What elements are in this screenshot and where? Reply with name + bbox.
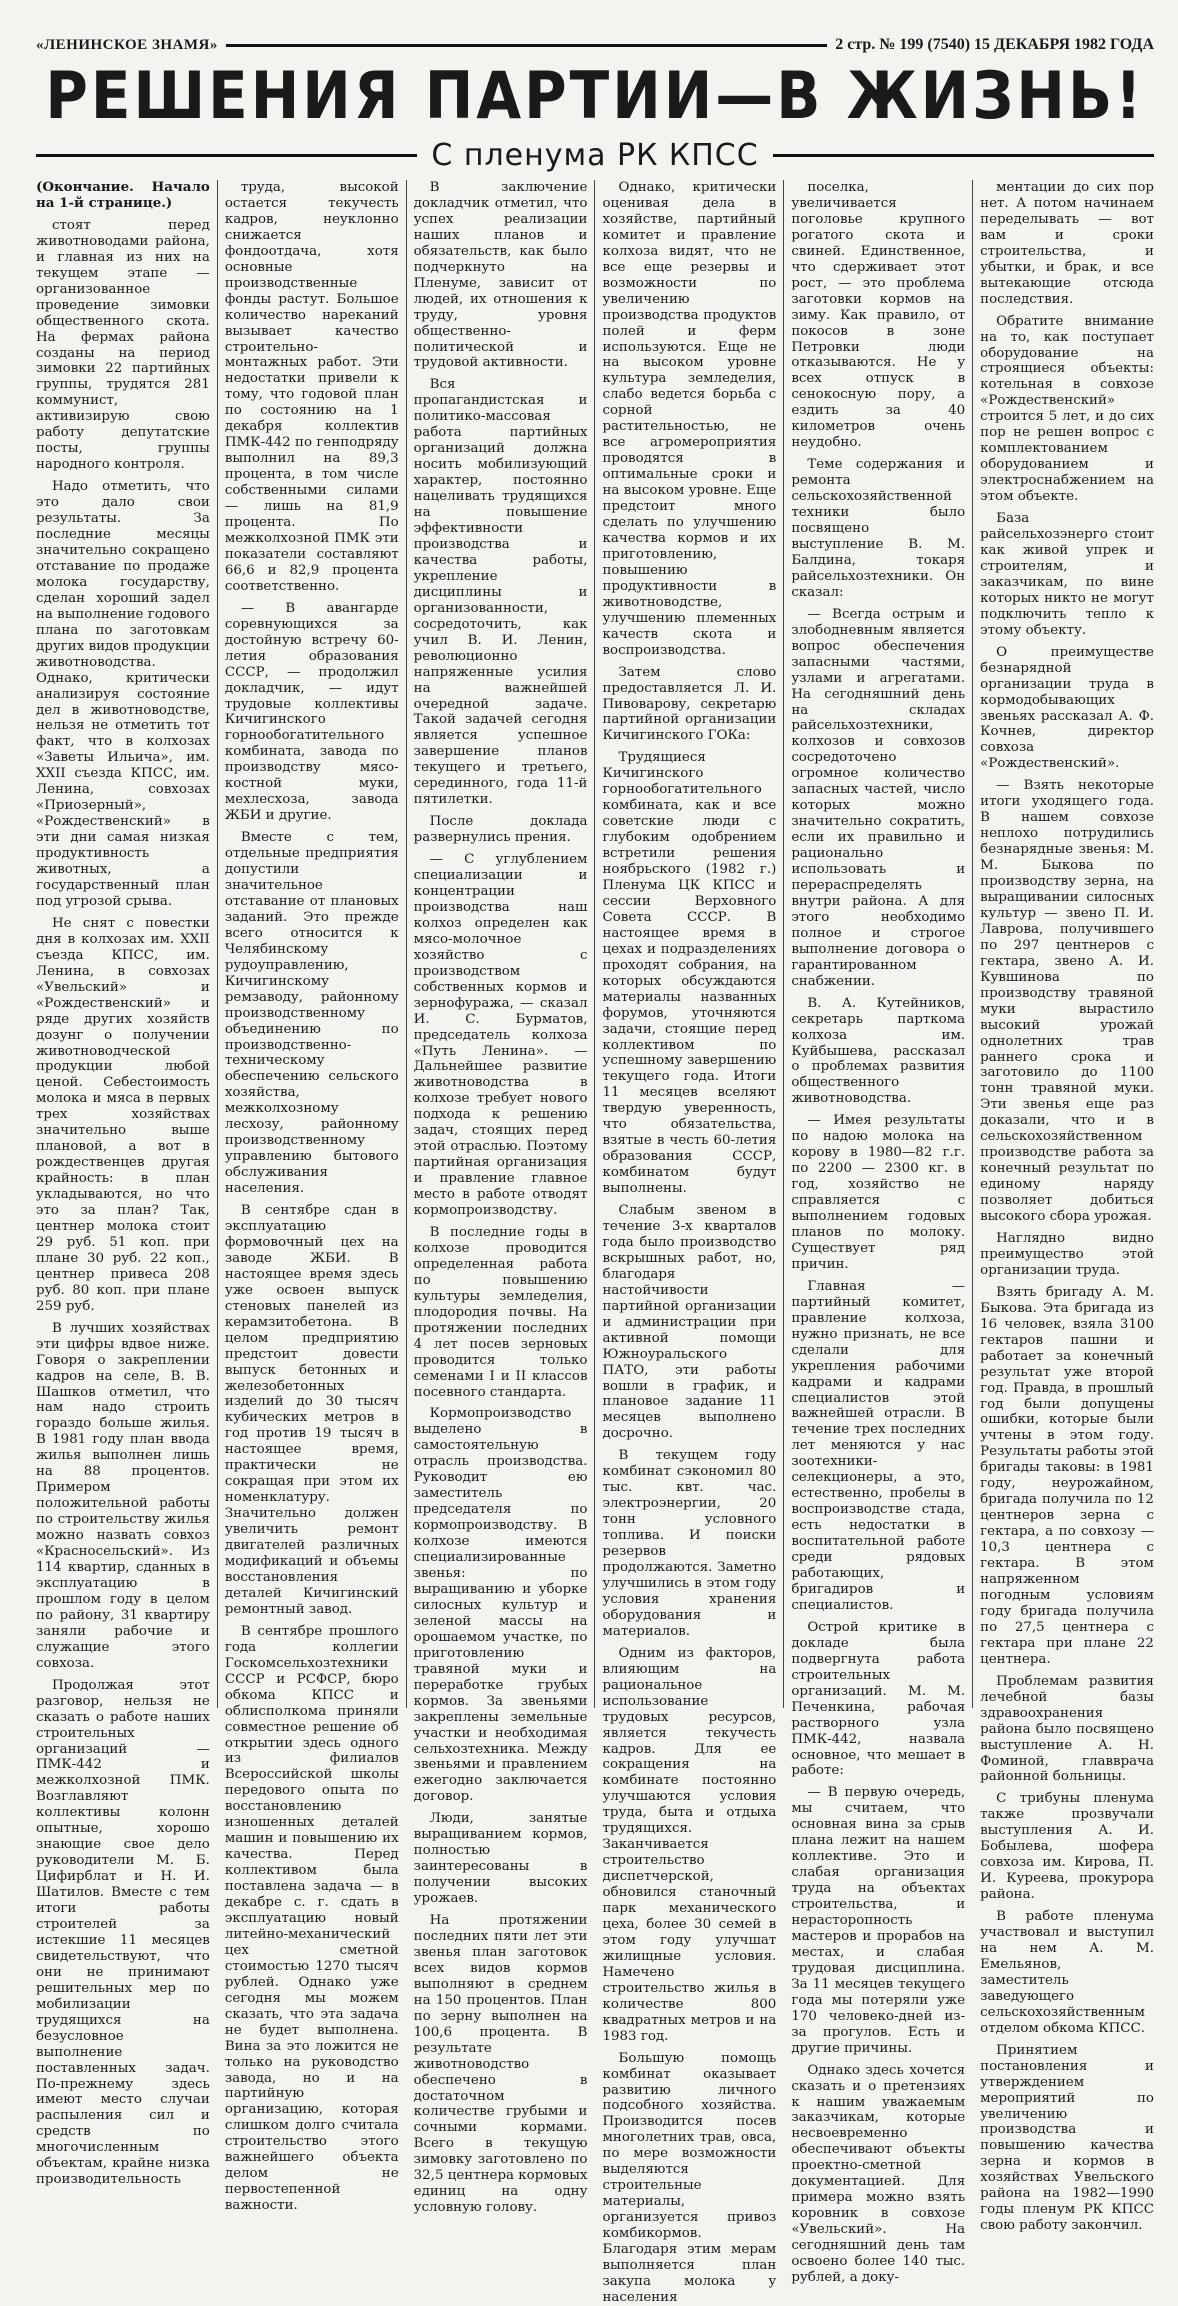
article-paragraph: Одним из факторов, влияющим на рациональное использование трудовых ресурсов, является текучесть кадров. Для ее сокращения на комбинате постоянно улучшаются условия труда, быта и отдыха трудящихся. Заканчивается строительство диспетчерской, обновился станочный парк механического цеха, более 30 семей в этом году улучшат жилищные условия. Намечено строительство жилья в количестве 800 квадратных метров и на 1983 год. bbox=[602, 1645, 777, 2044]
subhead-rule-left bbox=[36, 154, 417, 157]
article-paragraph: В сентябре прошлого года коллегии Госкомсельхозтехники СССР и РСФСР, бюро обкома КПСС и облисполкома приняли совместное решение об открытии здесь одного из филиалов Всероссийской школы передового опыта по восстановлению изношенных деталей машин и повышению их качества. Перед коллективом была поставлена задача — в декабре с. г. сдать в эксплуатацию новый литейно-механический цех сметной стоимостью 1270 тысяч рублей. Однако уже сегодня мы можем сказать, что эта задача не будет выполнена. Вина за это ложится не только на руководство завода, но и на партийную организацию, которая слишком долго считала строительство этого важнейшего объекта делом не первостепенной важности. bbox=[224, 1623, 399, 2214]
headline: РЕШЕНИЯ ПАРТИИ—В ЖИЗНЬ! bbox=[45, 57, 1145, 134]
article-paragraph: ментации до сих пор нет. А потом начинаем переделывать — вот вам и сроки строительства, и убытки, и брак, и все вытекающие отсюда последствия. bbox=[980, 180, 1154, 307]
article-paragraph: стоят перед животноводами района, и главная из них на текущем этапе — организованное проведение зимовки общественного скота. На фермах района созданы на период зимовки 22 партийных группы, трудятся 281 коммунист, активизирую свою работу депутатские посты, группы народного контроля. bbox=[36, 217, 210, 473]
article-paragraph: База райсельхозэнерго стоит как живой упрек и строителям, и заказчикам, по вине которых никто не могут подключить тепло к этому объекту. bbox=[980, 511, 1154, 638]
article-paragraph: Обратите внимание на то, как поступает оборудование на строящиеся объекты: котельная в совхозе «Рождественский» строится 5 лет, и до сих пор не решен вопрос с комплектованием оборудованием и электроснабжением на этом объекте. bbox=[980, 313, 1154, 505]
article-paragraph: О преимуществе безнарядной организации труда в кормодобывающих звеньях рассказал А. Ф. Кочнев, директор совхоза «Рождественский». bbox=[980, 644, 1154, 772]
article-paragraph: Надо отметить, что это дало свои результаты. За последние месяцы значительно сокращено отставание по продаже молока государству, сделан хороший задел на выполнение годового плана по заготовкам других видов продукции животноводства. Однако, критически анализируя состояние дел в животноводстве, нельзя не отметить тот факт, что в колхозах «Заветы Ильича», им. XXII съезда КПСС, им. Ленина, совхозах «Приозерный», «Рождественский» в эти дни самая низкая продуктивность животных, а государственный план под угрозой срыва. bbox=[36, 479, 210, 909]
article-paragraph: После доклада развернулись прения. bbox=[413, 814, 588, 846]
issue-info: 2 стр. № 199 (7540) 15 ДЕКАБРЯ 1982 ГОДА bbox=[835, 36, 1154, 53]
article-paragraph: Наглядно видно преимущество этой организации труда. bbox=[980, 1231, 1154, 1278]
article-column-4 bbox=[594, 180, 783, 2305]
article-paragraph: В последние годы в колхозе проводится определенная работа по повышению культуры земледелия, плодородия почвы. На протяжении последних 4 лет посев зерновых проводится только семенами I и II классов посевного стандарта. bbox=[413, 1225, 588, 1400]
article-column-5 bbox=[783, 180, 972, 2285]
article-paragraph: Принятием постановления и утверждением мероприятий по увеличению производства и повышению качества зерна и кормов в хозяйствах Увельского района на 1982—1990 годы пленум РК КПСС свою работу закончил. bbox=[980, 2042, 1154, 2234]
article-paragraph: Острой критике в докладе была подвергнута работа строительных организаций. М. М. Печенкина, рабочая растворного узла ПМК-442, назвала основное, что мешает в работе: bbox=[791, 1619, 966, 1779]
article-paragraph: В текущем году комбинат сэкономил 80 тыс. квт. час. электроэнергии, 20 тонн условного топлива. И поиски резервов продолжаются. Заметно улучшились в этом году условия хранения оборудования и материалов. bbox=[602, 1448, 777, 1639]
subhead-rule-right bbox=[773, 154, 1154, 157]
article-paragraph: Люди, занятые выращиванием кормов, полностью заинтересованы в получении высоких урожаев. bbox=[413, 1811, 588, 1907]
article-paragraph: Проблемам развития лечебной базы здравоохранения района было посвящено выступление А. Н. Фоминой, главврача районной больницы. bbox=[980, 1673, 1154, 1785]
article-paragraph: Кормопроизводство выделено в самостоятельную отрасль производства. Руководит ею заместитель председателя по кормопроизводству. В колхозе имеются специализированные звенья: по выращиванию и уборке силосных культур и зеленой массы на орошаемом участке, по приготовлению травяной муки и переработке грубых кормов. За звеньями закреплены земельные участки и необходимая сельхозтехника. Между звеньями и правлением ежегодно заключается договор. bbox=[413, 1406, 588, 1805]
article-paragraph: Однако, критически оценивая дела в хозяйстве, партийный комитет и правление колхоза видят, что не все еще резервы и возможности по увеличению производства продуктов полей и ферм используются. Еще не на высоком уровне культура земледелия, слабо ведется борьба с сорной растительностью, не все агромероприятия проводятся в оптимальные сроки и на высоком уровне. Еще предстоит много сделать по улучшению качества кормов и их приготовлению, повышению продуктивности в животноводстве, улучшению племенных качеств скота и воспроизводства. bbox=[602, 180, 777, 658]
article-column-1 bbox=[36, 179, 217, 2188]
article-paragraph: — Всегда острым и злободневным является вопрос обеспечения запасными частями, узлами и агрегатами. На сегодняшний день на складах райсельхозтехники, колхозов и совхозов сосредоточено огромное количество запасных частей, число которых можно значительно сократить, если их правильно и рационально использовать и перераспределять внутри района. А для этого необходимо полное и строгое выполнение договора о гарантированном снабжении. bbox=[791, 606, 966, 989]
article-paragraph: Вся пропагандистская и политико-массовая работа партийных организаций должна носить мобилизующий характер, постоянно нацеливать трудящихся на повышение эффективности производства и качества работы, укрепление дисциплины и организованности, сосредоточить, как учил В. И. Ленин, революционно напряженные усилия на важнейшей очередной задаче. Такой задачей сегодня является успешное завершение планов текущего и третьего, серединного, года 11-й пятилетки. bbox=[413, 377, 588, 808]
article-paragraph: — Взять некоторые итоги уходящего года. В нашем совхозе неплохо потрудились безнарядные звенья: М. М. Быкова по производству зерна, на выращивании силосных культур — звено П. И. Лаврова, получившего по 297 центнеров с гектара, звено А. И. Кувшинова по производству травяной муки вырастило высокий урожай однолетних трав раннего срока и заготовило до 1100 тонн травяной муки. Эти звенья еще раз доказали, что и в сельскохозяйственном производстве работа за конечный результат по единому наряду позволяет добиться высокого сбора урожая. bbox=[980, 778, 1154, 1225]
article-paragraph: В сентябре сдан в эксплуатацию формовочный цех на заводе ЖБИ. В настоящее время здесь уже освоен выпуск стеновых панелей из керамзитобетона. В целом предприятию предстоит довести выпуск бетонных и железобетонных изделий до 30 тысяч кубических метров в год против 19 тысяч в настоящее время, практически не сокращая при этом их номенклатуру. Значительно должен увеличить ремонт двигателей различных модификаций и объемы восстановления деталей Кичигинский ремонтный завод. bbox=[224, 1203, 399, 1617]
article-paragraph: — В авангарде соревнующихся за достойную встречу 60-летия образования СССР, — продолжил докладчик, — идут трудовые коллективы Кичигинского горнообогатительного комбината, завода по производству мясо-костной муки, мехлесхоза, завода ЖБИ и другие. bbox=[224, 600, 399, 824]
article-paragraph: Продолжая этот разговор, нельзя не сказать о работе наших строительных организаций — ПМК-442 и межколхозной ПМК. Возглавляют коллективы колонн опытные, хорошо знающие свое дело руководители М. Б. Цифирблат и Н. И. Шатилов. Вместе с тем итоги работы строителей за истекшие 11 месяцев свидетельствуют, что они не принимают решительных мер по мобилизации трудящихся на безусловное выполнение поставленных задач. По-прежнему здесь имеют место случаи распыления сил и средств по многочисленным объектам, крайне низка производительность bbox=[36, 1677, 210, 2188]
article-column-2 bbox=[217, 180, 406, 2214]
article-paragraph: — Имея результаты по надою молока на корову в 1980—82 г.г. по 2200 — 2300 кг. в год, хозяйство не справляется с выполнением годовых планов по молоку. Существует ряд причин. bbox=[791, 1113, 966, 1272]
article-paragraph: Не снят с повестки дня в колхозах им. XXII съезда КПСС, им. Ленина, в совхозах «Увельский» и «Рождественский» и ряде других хозяйств дозунг о получении животноводческой продукции любой ценой. Себестоимость молока и мяса в первых трех хозяйствах значительно выше плановой, а вот в рождественцев другая крайность: в план укладываются, но что это за план? Так, центнер молока стоит 29 руб. 51 коп. при плане 30 руб. 22 коп., центнер привеса 208 руб. 80 коп. при плане 259 руб. bbox=[36, 915, 210, 1314]
article-paragraph: Трудящиеся Кичигинского горнообогатительного комбината, как и все советские люди с глубоким одобрением встретили решения ноябрьского (1982 г.) Пленума ЦК КПСС и сессии Верховного Совета СССР. В настоящее время в цехах и подразделениях проходят собрания, на которых обсуждаются материалы названных форумов, уточняются задачи, стоящие перед коллективом по успешному завершению текущего года. Итоги 11 месяцев вселяют твердую уверенность, что обязательства, взятые в честь 60-летия образования СССР, комбинатом будут выполнены. bbox=[602, 750, 777, 1197]
article-columns bbox=[36, 179, 1154, 2305]
article-paragraph: — С углублением специализации и концентрации производства наш колхоз определен как мясо-молочное хозяйство с производством собственных кормов и зернофуража, — сказал И. С. Бурматов, председатель колхоза «Путь Ленина». — Дальнейшее развитие животноводства в колхозе требует нового подхода к решению задач, стоящих перед этой отраслью. Поэтому партийная организация и правление главное место в работе отводят кормопроизводству. bbox=[413, 852, 588, 1219]
masthead bbox=[36, 36, 1154, 54]
article-paragraph: На протяжении последних пяти лет эти звенья план заготовок всех видов кормов выполняют в среднем на 150 процентов. План по зерну выполнен на 100,6 процента. В результате животноводство обеспечено в достаточном количестве грубыми и сочными кормами. Всего в текущую зимовку заготовлено по 32,5 центнера кормовых единиц на одну условную голову. bbox=[413, 1913, 588, 2216]
article-paragraph: В работе пленума участвовал и выступил на нем А. М. Емельянов, заместитель заведующего сельскохозяйственным отделом обкома КПСС. bbox=[980, 1909, 1154, 2036]
article-paragraph: Взять бригаду А. М. Быкова. Эта бригада из 16 человек, взяла 3100 гектаров пашни и работает за конечный результат уже второй год. Правда, в прошлый год были допущены ошибки, которые были учтены в этом году. Результаты работы этой бригады таковы: в 1981 году, неурожайном, бригада получила по 12 центнеров зерна с гектара, а по совхозу — 10,3 центнера с гектара. В этом напряженном погодным условиям году бригада получила по 27,5 центнера с гектара при плане 22 центнера. bbox=[980, 1284, 1154, 1667]
article-paragraph: (Окончание. Начало на 1-й странице.) bbox=[36, 179, 210, 211]
article-paragraph: Вместе с тем, отдельные предприятия допустили значительное отставание от плановых заданий. Это прежде всего относится к Челябинскому рудоуправлению, Кичигинскому ремзаводу, районному производственному объединению по производственно-техническому обеспечению сельского хозяйства, межколхозному лесхозу, районному производственному управлению бытового обслуживания населения. bbox=[224, 830, 399, 1197]
article-paragraph: В заключение докладчик отметил, что успех реализации наших планов и обязательств, как было подчеркнуто на Пленуме, зависит от людей, их отношения к труду, уровня общественно-политической и трудовой активности. bbox=[413, 180, 588, 371]
article-paragraph: Слабым звеном в течение 3-х кварталов года было производство вскрышных работ, но, благодаря настойчивости партийной организации и администрации при активной помощи Южноуральского ПАТО, эти работы вошли в график, и плановое задание 11 месяцев выполнено досрочно. bbox=[602, 1203, 777, 1442]
article-paragraph: В. А. Кутейников, секретарь парткома колхоза им. Куйбышева, рассказал о проблемах развития общественного животноводства. bbox=[791, 995, 966, 1107]
article-column-3 bbox=[406, 180, 595, 2216]
article-paragraph: Однако здесь хочется сказать и о претензиях к нашим уважаемым заказчикам, которые несвоевременно обеспечивают объекты проектно-сметной документацией. Для примера можно взять коровник в совхозе «Увельский». На сегодняшний день там освоено более 140 тыс. рублей, а доку- bbox=[791, 2062, 966, 2285]
newspaper-name: «ЛЕНИНСКОЕ ЗНАМЯ» bbox=[36, 36, 218, 53]
article-column-6 bbox=[972, 180, 1154, 2234]
article-paragraph: Затем слово предоставляется Л. И. Пивоварову, секретарю партийной организации Кичигинского ГОКа: bbox=[602, 664, 777, 744]
article-paragraph: Большую помощь комбинат оказывает развитию личного подсобного хозяйства. Производится посев многолетних трав, овса, по мере возможности выделяются строительные материалы, организуется привоз комбикормов. Благодаря этим мерам выполняется план закупа молока у населения bbox=[602, 2050, 777, 2305]
masthead-rule bbox=[226, 44, 827, 47]
article-paragraph: В лучших хозяйствах эти цифры вдвое ниже. Говоря о закреплении кадров на селе, В. В. Шашков отметил, что нам надо строить гораздо больше жилья. В 1981 году план ввода жилья выполнен лишь на 88 процентов. Примером положительной работы по строительству жилья можно назвать совхоз «Красносельский». Из 114 квартир, сданных в эксплуатацию в прошлом году в целом по району, 31 квартиру заняли рабочие и служащие этого совхоза. bbox=[36, 1320, 210, 1671]
article-paragraph: С трибуны пленума также прозвучали выступления А. И. Бобылева, шофера совхоза им. Кирова, П. И. Куреева, прокурора района. bbox=[980, 1791, 1154, 1903]
article-paragraph: Главная — партийный комитет, правление колхоза, нужно признать, не все сделали для укрепления рабочими кадрами и кадрами специалистов этой важнейшей отрасли. В течение трех последних лет меняются у нас зоотехники-селекционеры, а это, естественно, пробелы в воспроизводстве стада, есть недостатки в воспитательной работе среди рядовых работающих, бригадиров и специалистов. bbox=[791, 1278, 966, 1613]
article-paragraph: — В первую очередь, мы считаем, что основная вина за срыв плана лежит на нашем коллективе. Это и слабая организация труда на объектах строительства, и нерасторопность мастеров и прорабов на местах, и слабая трудовая дисциплина. За 11 месяцев текущего года мы потеряли уже 170 человеко-дней из-за прогулов. Есть и другие причины. bbox=[791, 1785, 966, 2056]
article-paragraph: поселка, увеличивается поголовье крупного рогатого скота и свиней. Единственное, что сдерживает этот рост, — это проблема заготовки кормов на зиму. Как правило, от покосов в зоне Петровки люди отказываются. Не у всех отпуск в сенокосную пору, а ездить за 40 километров очень неудобно. bbox=[791, 180, 966, 451]
subhead bbox=[36, 138, 1154, 172]
subhead-title: С пленума РК КПСС bbox=[431, 137, 759, 173]
article-paragraph: труда, высокой остается текучесть кадров, неуклонно снижается фондоотдача, хотя основные производственные фонды растут. Большое количество нареканий вызывает качество строительно-монтажных работ. Эти недостатки привели к тому, что годовой план по состоянию на 1 декабря коллектив ПМК-442 по генподряду выполнил на 89,3 процента, в том числе собственными силами — лишь на 81,9 процента. По межколхозной ПМК эти показатели составляют 66,6 и 82,9 процента соответственно. bbox=[224, 180, 399, 594]
article-paragraph: Теме содержания и ремонта сельскохозяйственной техники было посвящено выступление В. М. Балдина, токаря райсельхозтехники. Он сказал: bbox=[791, 457, 966, 600]
